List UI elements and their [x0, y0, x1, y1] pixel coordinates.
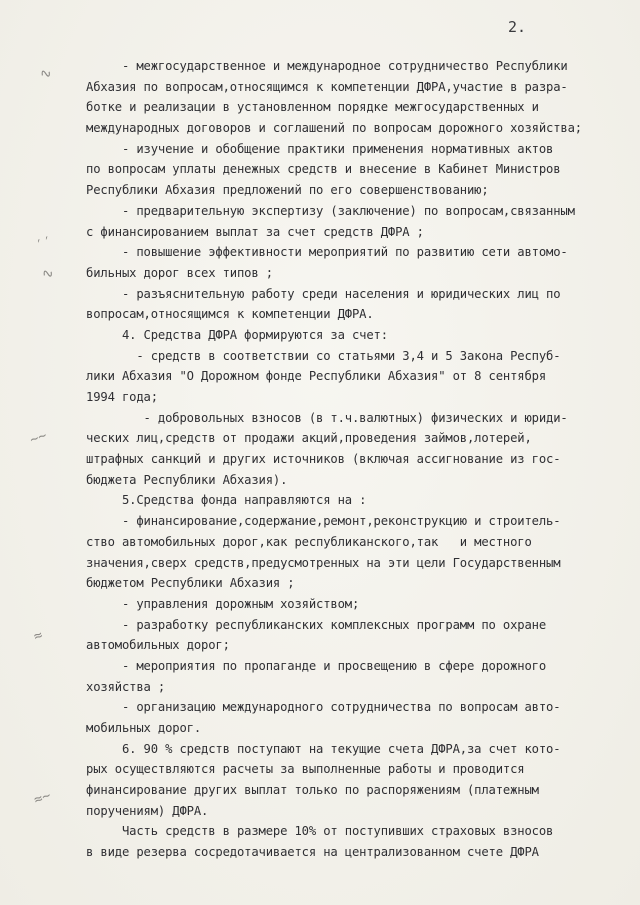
text-line: - организацию международного сотрудничества по вопросам авто- [86, 700, 561, 715]
page-number: 2. [508, 18, 527, 36]
text-line: Абхазия по вопросам,относящимся к компетенции ДФРА,участие в разра- [86, 79, 568, 94]
text-line: штрафных санкций и других источников (включая ассигнование из гос- [86, 452, 561, 467]
text-line: по вопросам уплаты денежных средств и внесение в Кабинет Министров [86, 162, 561, 177]
text-line: лики Абхазия "О Дорожном фонде Республики Абхазия" от 8 сентября [86, 369, 546, 384]
text-line: бюджетом Республики Абхазия ; [86, 576, 295, 591]
margin-mark: ∿ [37, 64, 55, 84]
text-line: автомобильных дорог; [86, 638, 230, 653]
text-line: - средств в соответствии со статьями 3,4 и 5 Закона Респуб- [86, 348, 561, 363]
body-text [86, 56, 634, 863]
margin-mark: ∼∼ [27, 427, 50, 449]
text-line: в виде резерва сосредотачивается на централизованном счете ДФРА [86, 845, 539, 860]
text-line: значения,сверх средств,предусмотренных на эти цели Государственным [86, 555, 561, 570]
text-line: финансирование других выплат только по распоряжениям (платежным [86, 783, 539, 798]
text-line: поручениям) ДФРА. [86, 803, 209, 818]
text-line: - мероприятия по пропаганде и просвещению в сфере дорожного [86, 658, 546, 673]
text-line: мобильных дорог. [86, 721, 201, 735]
text-line: 6. 90 % средств поступают на текущие счета ДФРА,за счет кото- [86, 741, 561, 756]
text-line: 1994 года; [86, 390, 158, 404]
text-line: Часть средств в размере 10% от поступивших страховых взносов [86, 824, 554, 839]
text-line: бюджета Республики Абхазия). [86, 472, 288, 487]
text-line: ботке и реализации в установленном порядке межгосударственных и [86, 100, 539, 115]
text-line: рых осуществляются расчеты за выполненные работы и проводится [86, 762, 525, 777]
text-line: бильных дорог всех типов ; [86, 265, 273, 280]
text-line: ство автомобильных дорог,как республиканского,так и местного [86, 534, 532, 549]
text-line: - изучение и обобщение практики применения нормативных актов [86, 141, 554, 156]
text-line: - повышение эффективности мероприятий по развитию сети автомо- [86, 245, 568, 260]
text-line: ческих лиц,средств от продажи акций,проведения займов,лотерей, [86, 431, 532, 446]
text-line: Республики Абхазия предложений по его совершенствованию; [86, 183, 489, 198]
margin-mark: ∿ [39, 264, 57, 284]
text-line: 4. Средства ДФРА формируются за счет: [86, 327, 388, 342]
margin-mark: ′′ [33, 233, 56, 255]
margin-mark: ≈ [31, 627, 45, 645]
text-line: международных договоров и соглашений по вопросам дорожного хозяйства; [86, 121, 582, 136]
text-line: - разъяснительную работу среди населения и юридических лиц по [86, 286, 561, 301]
text-line: - добровольных взносов (в т.ч.валютных) физических и юриди- [86, 410, 568, 425]
text-line: вопросам,относящимся к компетенции ДФРА. [86, 307, 374, 322]
text-line: 5.Средства фонда направляются на : [86, 493, 367, 508]
margin-mark: ≈∼ [31, 787, 54, 809]
text-line: - предварительную экспертизу (заключение) по вопросам,связанным [86, 203, 575, 218]
text-line: - межгосударственное и международное сотрудничество Республики [86, 59, 568, 73]
text-line: - финансирование,содержание,ремонт,реконструкцию и строитель- [86, 514, 561, 529]
text-line: с финансированием выплат за счет средств ДФРА ; [86, 224, 424, 239]
text-line: хозяйства ; [86, 679, 166, 694]
text-line: - разработку республиканских комплексных программ по охране [86, 617, 546, 632]
text-line: - управления дорожным хозяйством; [86, 596, 360, 611]
